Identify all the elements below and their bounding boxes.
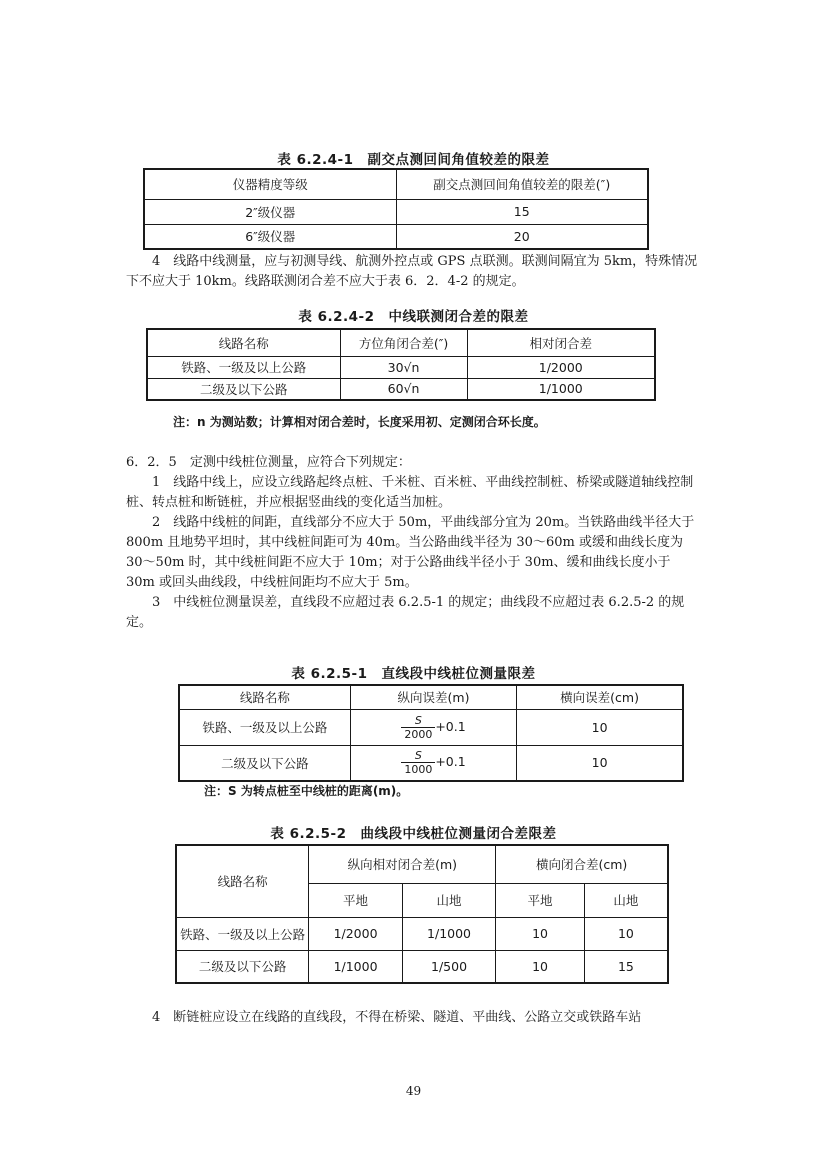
table-cell: 2″级仪器 — [144, 199, 396, 224]
table-subheader-cell: 山地 — [584, 883, 668, 917]
table-header-cell: 副交点测回间角值较差的限差(″) — [396, 169, 648, 199]
table-cell: 10 — [496, 917, 585, 950]
table-6-2-4-2 — [146, 328, 656, 401]
table-cell: 二级及以下公路 — [147, 378, 340, 400]
fraction — [401, 714, 435, 741]
table-note: 注：n 为测站数；计算相对闭合差时，长度采用初、定测闭合环长度。 — [173, 415, 546, 429]
table-cell: 1/2000 — [467, 356, 655, 378]
table-cell: 10 — [584, 917, 668, 950]
table-header-cell: 纵向误差(m) — [350, 685, 516, 709]
table-cell: 60√n — [340, 378, 467, 400]
table-cell: 1/1000 — [467, 378, 655, 400]
table-cell: 二级及以下公路 — [176, 950, 309, 983]
table-cell: 10 — [517, 709, 683, 745]
formula-addend: +0.1 — [435, 718, 466, 734]
table-cell: 20 — [396, 224, 648, 249]
table-cell: 30√n — [340, 356, 467, 378]
section-heading: 6．2．5 定测中线桩位测量，应符合下列规定： — [126, 455, 411, 470]
table-cell: 铁路、一级及以上公路 — [147, 356, 340, 378]
table-subheader-cell: 山地 — [402, 883, 495, 917]
fraction-denominator: 2000 — [404, 727, 433, 741]
table-header-cell: 线路名称 — [147, 329, 340, 356]
table-cell: 15 — [584, 950, 668, 983]
table-cell: 1/1000 — [309, 950, 402, 983]
fraction-numerator: S — [401, 749, 435, 763]
table-header-cell: 横向闭合差(cm) — [496, 845, 668, 883]
table-caption: 表 6.2.4-1 副交点测回间角值较差的限差 — [277, 152, 550, 168]
table-subheader-cell: 平地 — [496, 883, 585, 917]
table-note: 注：S 为转点桩至中线桩的距离(m)。 — [204, 784, 409, 798]
paragraph: 4 线路中线测量，应与初测导线、航测外控点或 GPS 点联测。联测间隔宜为 5km，特殊情况下不应大于 10km。线路联测闭合差不应大于表 6．2．4-2 的规定。 — [126, 254, 698, 289]
table-cell: 铁路、一级及以上公路 — [179, 709, 350, 745]
table-header-cell: 纵向相对闭合差(m) — [309, 845, 496, 883]
table-header-cell: 仪器精度等级 — [144, 169, 396, 199]
table-cell: 10 — [517, 745, 683, 781]
table-header-cell: 线路名称 — [179, 685, 350, 709]
table-cell: 1/1000 — [402, 917, 495, 950]
table-cell: 1/2000 — [309, 917, 402, 950]
table-subheader-cell: 平地 — [309, 883, 402, 917]
table-6-2-4-1 — [143, 168, 649, 250]
table-header-cell: 相对闭合差 — [467, 329, 655, 356]
table-cell-formula — [350, 745, 516, 781]
table-header-cell: 方位角闭合差(″) — [340, 329, 467, 356]
table-header-cell: 横向误差(cm) — [517, 685, 683, 709]
table-6-2-5-1 — [178, 684, 684, 782]
table-header-cell: 线路名称 — [176, 845, 309, 917]
fraction — [401, 749, 435, 776]
table-6-2-5-2 — [175, 844, 669, 984]
table-caption: 表 6.2.5-1 直线段中线桩位测量限差 — [291, 666, 536, 682]
table-cell: 6″级仪器 — [144, 224, 396, 249]
table-cell: 铁路、一级及以上公路 — [176, 917, 309, 950]
table-cell: 10 — [496, 950, 585, 983]
table-cell: 15 — [396, 199, 648, 224]
paragraph: 4 断链桩应设立在线路的直线段，不得在桥梁、隧道、平曲线、公路立交或铁路车站 — [152, 1010, 642, 1025]
fraction-denominator: 1000 — [404, 763, 433, 777]
table-cell: 1/500 — [402, 950, 495, 983]
table-cell: 二级及以下公路 — [179, 745, 350, 781]
table-caption: 表 6.2.4-2 中线联测闭合差的限差 — [298, 309, 529, 325]
formula-addend: +0.1 — [435, 754, 466, 770]
page-number: 49 — [405, 1084, 422, 1098]
table-cell-formula — [350, 709, 516, 745]
paragraph: 3 中线桩位测量误差，直线段不应超过表 6.2.5-1 的规定；曲线段不应超过表 6.2.5-2 的规定。 — [126, 595, 685, 630]
paragraph: 1 线路中线上，应设立线路起终点桩、千米桩、百米桩、平曲线控制桩、桥梁或隧道轴线控制桩、转点桩和断链桩，并应根据竖曲线的变化适当加桩。 — [126, 475, 694, 510]
paragraph: 2 线路中线桩的间距，直线部分不应大于 50m，平曲线部分宜为 20m。当铁路曲线半径大于 800m 且地势平坦时，其中线桩间距可为 40m。当公路曲线半径为 30～60m 或缓和曲线长度为 30～50m 时，其中线桩间距不应大于 10m；对于公路曲线半径小于 30m、缓和曲线长度小于 30m 或回头曲线段，中线桩间距均不应大于 5m。 — [126, 515, 695, 590]
fraction-numerator: S — [401, 714, 435, 728]
table-caption: 表 6.2.5-2 曲线段中线桩位测量闭合差限差 — [270, 826, 557, 842]
